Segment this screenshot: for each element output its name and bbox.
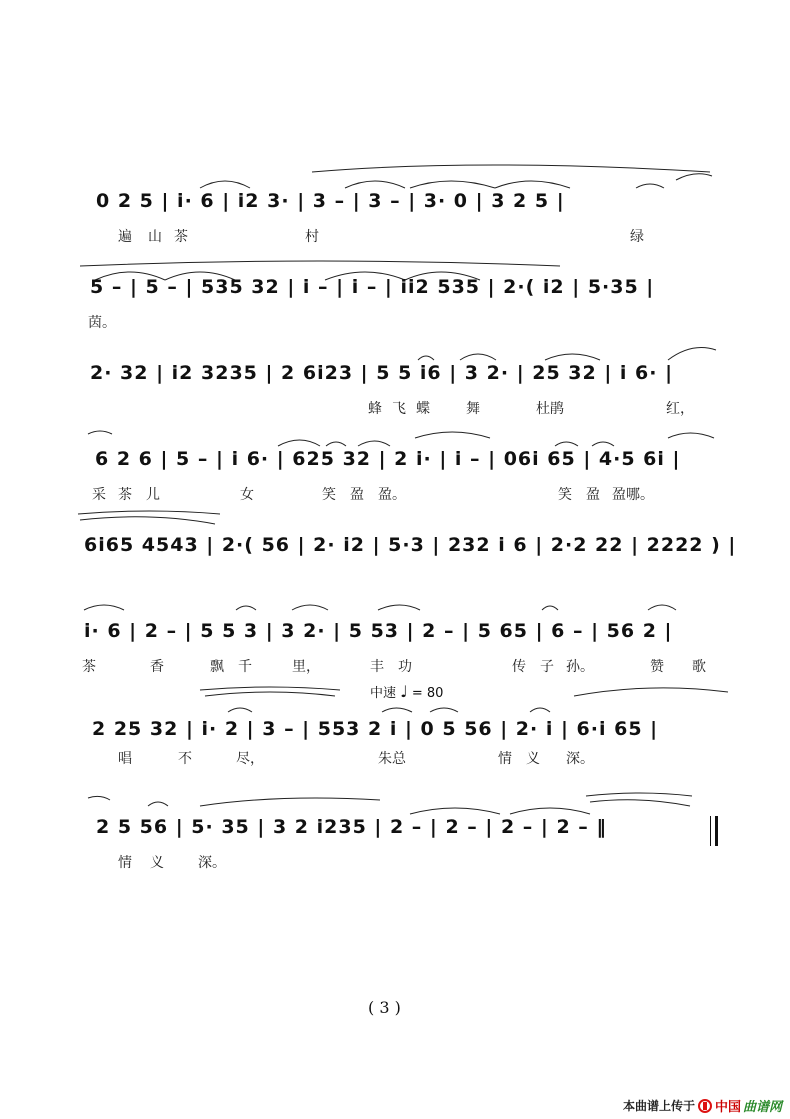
notes-row [0,534,790,562]
lyrics-row [0,748,790,770]
lyric: 丰 [370,659,384,675]
lyric: 唱 [118,751,132,767]
lyric: 采 [92,487,106,503]
lyric: 深。 [198,855,226,871]
lyric: 情 [498,751,512,767]
notes-text: 6 2 6 | 5 – | i 6· | 625 32 | 2 i· | i – | 06i 65 | 4·5 6i | [95,448,681,470]
lyric: 蝶 [416,401,430,417]
lyric: 子 [540,659,554,675]
lyric: 功 [398,659,412,675]
lyric: 茵。 [88,315,116,331]
final-barline-thin [710,816,711,846]
notes-row [0,276,790,304]
lyric: 香 [150,659,164,675]
lyric: 飘 [210,659,224,675]
notes-row [0,718,790,746]
lyric: 笑 [558,487,572,503]
site-logo-icon [697,1099,713,1113]
lyric: 遍 [118,229,132,245]
lyric: 情 [118,855,132,871]
tempo-value: = 80 [411,686,444,701]
lyrics-row [0,398,790,420]
lyric: 尽， [236,751,264,767]
lyric: 义 [150,855,164,871]
lyric: 山 [148,229,162,245]
lyric: 朱总 [378,751,406,767]
page-number: ( 3 ) [368,998,401,1017]
lyric: 舞 [466,401,480,417]
lyrics-row [0,656,790,678]
notes-row [0,190,790,218]
notes-row [0,620,790,648]
footer-brand-green[interactable]: 曲谱网 [742,1100,782,1115]
tempo-label: 中速 [370,686,397,701]
lyric: 里， [292,659,320,675]
lyric: 儿 [146,487,160,503]
lyric: 盈哪。 [612,487,654,503]
final-barline-thick [715,816,718,846]
lyric: 歌 [692,659,706,675]
footer-watermark [623,1096,782,1115]
lyric: 盈 [350,487,364,503]
lyric: 笑 [322,487,336,503]
lyric: 义 [526,751,540,767]
notes-text: 2· 32 | i2 3235 | 2 6i23 | 5 5 i6 | 3 2· | 25 32 | i 6· | [90,362,674,384]
notes-row [0,362,790,390]
notes-row [0,448,790,476]
lyric: 茶 [118,487,132,503]
lyric: 盈 [586,487,600,503]
lyrics-row [0,484,790,506]
lyric: 蜂 [368,401,382,417]
lyric: 飞 [392,401,406,417]
lyric: 盈。 [378,487,406,503]
lyric: 孙。 [566,659,594,675]
lyric: 红， [666,401,694,417]
lyric: 赞 [650,659,664,675]
lyric: 深。 [566,751,594,767]
lyrics-row [0,312,790,334]
notes-text: 6i65 4543 | 2·( 56 | 2· i2 | 5·3 | 232 i 6 | 2·2 22 | 2222 ) | [84,534,737,556]
notes-text: 2 5 56 | 5· 35 | 3 2 i235 | 2 – | 2 – | 2 – | 2 – ‖ [96,816,607,838]
footer-brand-red[interactable]: 中国 [714,1100,741,1115]
lyric: 不 [178,751,192,767]
lyric: 茶 [174,229,188,245]
footer-text: 本曲谱上传于 [622,1099,695,1113]
lyric: 村 [305,229,319,245]
lyric: 绿 [630,229,644,245]
score-system-7 [0,682,790,802]
lyric: 杜鹃 [536,401,564,417]
notes-text: 2 25 32 | i· 2 | 3 – | 553 2 i | 0 5 56 | 2· i | 6·i 65 | [92,718,659,740]
lyric: 千 [238,659,252,675]
slur-marks [0,682,790,712]
lyric: 传 [512,659,526,675]
quarter-note-icon: ♩ [400,682,408,701]
notes-text: i· 6 | 2 – | 5 5 3 | 3 2· | 5 53 | 2 – | 5 65 | 6 – | 56 2 | [84,620,673,642]
notes-text: 5 – | 5 – | 535 32 | i – | i – | ii2 535 | 2·( i2 | 5·35 | [90,276,655,298]
notes-row [0,816,790,844]
lyric: 茶 [82,659,96,675]
lyrics-row [0,852,790,874]
score-system-8 [0,792,790,912]
lyrics-row [0,226,790,248]
lyric: 女 [240,487,254,503]
notes-text: 0 2 5 | i· 6 | i2 3· | 3 – | 3 – | 3· 0 | 3 2 5 | [96,190,565,212]
